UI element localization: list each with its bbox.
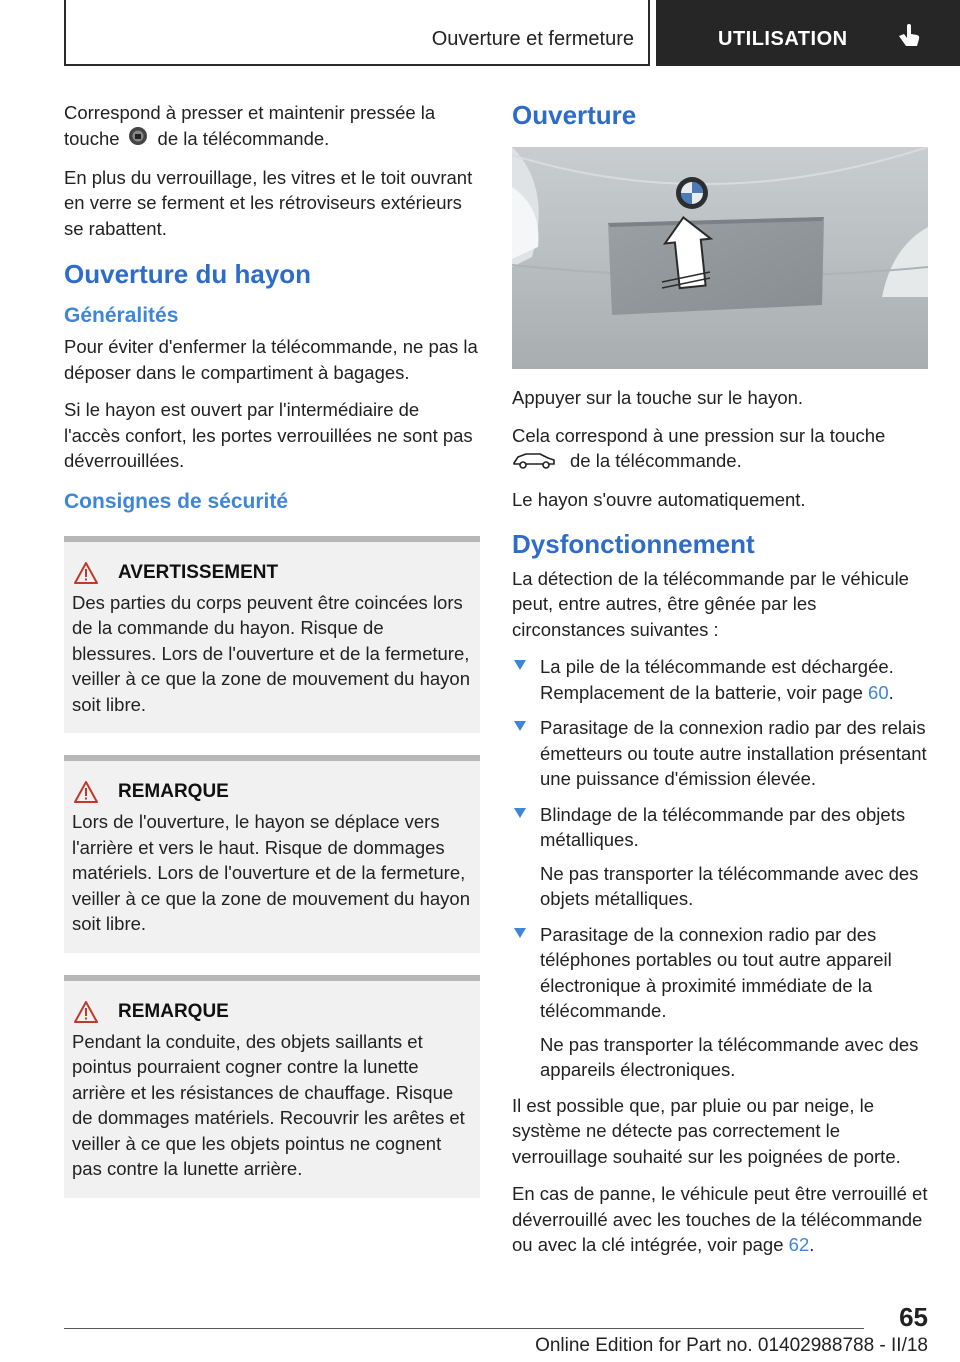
list-subtext: Ne pas transporter la télécommande avec des appareils électroniques. <box>540 1033 919 1081</box>
text-span: Parasitage de la connexion radio par des relais émetteurs ou toute autre installation présentant une puissance d'émission élevée. <box>540 717 927 790</box>
heading-ouverture-hayon: Ouverture du hayon <box>64 259 312 290</box>
page-number: 65 <box>899 1302 928 1332</box>
section-title: Ouverture et fermeture <box>431 28 634 50</box>
bullet-triangle-icon <box>514 660 526 670</box>
paragraph-detection: La détection de la télécommande par le véhicule peut, entre autres, être gênée par les circonstances suivantes : <box>512 567 909 640</box>
text-span: de la télécommande. <box>570 450 742 471</box>
list-item <box>512 715 928 792</box>
edition-note: Online Edition for Part no. 01402988788 - II/18 <box>535 1335 928 1356</box>
text-span: Correspond à presser et maintenir pressée la touche <box>64 102 436 149</box>
notice-label: REMARQUE <box>118 1000 229 1022</box>
notice-label: REMARQUE <box>118 781 229 803</box>
warning-triangle-icon <box>74 562 98 584</box>
right-column <box>512 100 928 1270</box>
paragraph-comfort-access: Si le hayon est ouvert par l'intermédiaire de l'accès confort, les portes verrouillées ne sont pas déverrouillées. <box>64 399 473 472</box>
heading-ouverture: Ouverture <box>512 100 637 130</box>
text-span: Blindage de la télécommande par des objets métalliques. <box>540 803 906 851</box>
warning-text: Des parties du corps peuvent être coincées lors de la commande du hayon. Risque de blessures. Lors de l'ouverture et de la fermeture, veiller à ce que la zone de mouvement du hayon soit libre. <box>72 591 471 715</box>
malfunction-list <box>512 654 928 1083</box>
paragraph-breakdown <box>512 1181 928 1258</box>
list-item <box>512 654 928 705</box>
paragraph-windows: En plus du verrouillage, les vitres et le toit ouvrant en verre se ferment et les rétroviseurs extérieurs se rabattent. <box>64 166 473 239</box>
bullet-triangle-icon <box>514 808 526 818</box>
lock-button-icon <box>128 126 148 153</box>
trunk-handle-photo <box>512 147 928 369</box>
paragraph-press-button: Appuyer sur la touche sur le hayon. <box>512 387 804 408</box>
bullet-triangle-icon <box>514 928 526 938</box>
bullet-triangle-icon <box>514 721 526 731</box>
warning-triangle-icon <box>74 781 98 803</box>
notice-text: Pendant la conduite, des objets saillants et pointus pourraient cogner contre la lunette arrière et les résistances de chauffage. Risque de dommages matériels. Recouvrir les arêtes et veiller à ce que les objets pointus ne cognent pas contre la lunette arrière. <box>72 1030 465 1180</box>
heading-dysfonctionnement: Dysfonctionnement <box>512 528 755 559</box>
text-span: . <box>809 1234 815 1256</box>
paragraph-rain-snow: Il est possible que, par pluie ou par neige, le système ne détecte pas correctement le verrouillage souhaité sur les poignées de porte. <box>512 1094 901 1167</box>
text-span: Parasitage de la connexion radio par des téléphones portables ou tout autre appareil électronique à proximité immédiate de la télécommande. <box>540 923 892 1022</box>
footer-divider <box>64 1328 864 1329</box>
warning-box <box>64 536 480 734</box>
list-item <box>512 922 928 1083</box>
notice-box <box>64 755 480 953</box>
hand-pointer-icon <box>896 22 922 48</box>
warning-triangle-icon <box>74 1001 98 1023</box>
paragraph-auto-open: Le hayon s'ouvre automatiquement. <box>512 489 806 511</box>
text-span: La pile de la télécommande est déchargée. Remplacement de la batterie, voir page <box>540 656 894 703</box>
text-span: . <box>888 681 894 703</box>
text-span: Cela correspond à une pression sur la touche <box>512 424 886 446</box>
page-link[interactable]: 60 <box>868 681 889 703</box>
text-span: En cas de panne, le véhicule peut être verrouillé et déverrouillé avec les touches de la télécommande ou avec la clé intégrée, voir page <box>512 1183 928 1256</box>
notice-text: Lors de l'ouverture, le hayon se déplace vers l'arrière et vers le haut. Risque de dommages matériels. Lors de l'ouverture et de la fermeture, veiller à ce que la zone de mouvement du hayon soit libre. <box>72 811 471 935</box>
header-section-box <box>64 0 650 66</box>
left-column <box>64 100 480 1198</box>
list-subtext: Ne pas transporter la télécommande avec des objets métalliques. <box>540 862 919 910</box>
chapter-title: UTILISATION <box>718 28 848 50</box>
notice-box <box>64 975 480 1198</box>
warning-label: AVERTISSEMENT <box>118 561 279 583</box>
car-trunk-button-icon <box>512 449 556 476</box>
paragraph-remote-trunk: Pour éviter d'enfermer la télécommande, ne pas la déposer dans le compartiment à bagages. <box>64 336 478 383</box>
paragraph-remote-equivalent <box>512 423 928 476</box>
heading-generalites: Généralités <box>64 304 179 328</box>
chapter-tab <box>656 0 960 66</box>
list-item <box>512 802 928 912</box>
paragraph-lock-key <box>64 100 480 153</box>
text-span: de la télécommande. <box>157 127 330 149</box>
page-link[interactable]: 62 <box>788 1234 810 1256</box>
heading-consignes: Consignes de sécurité <box>64 489 289 513</box>
